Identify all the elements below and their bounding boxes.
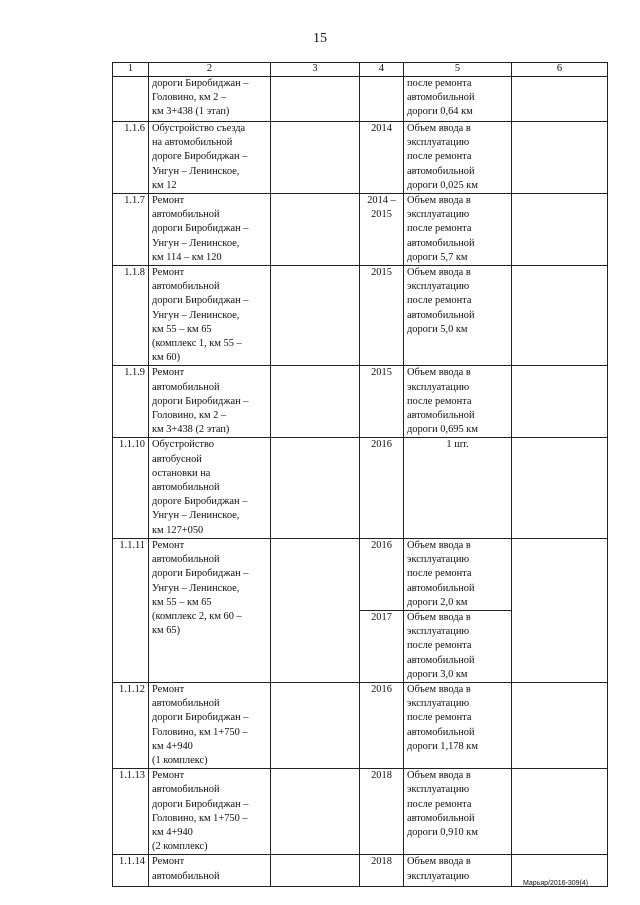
result: Объем ввода в эксплуатацию после ремонта автомобильной дороги 5,7 км <box>404 194 512 266</box>
year: 2018 <box>360 769 404 855</box>
page-number: 15 <box>313 31 327 46</box>
row-number: 1.1.10 <box>113 438 149 538</box>
result: Объем ввода в эксплуатацию после ремонта автомобильной дороги 1,178 км <box>404 682 512 768</box>
table-row <box>113 194 608 266</box>
measure-name: дороги Биробиджан – Головино, км 2 – км 3+438 (1 этап) <box>149 77 271 122</box>
empty-cell <box>512 769 608 855</box>
result: Объем ввода в эксплуатацию после ремонта автомобильной дороги 0,695 км <box>404 366 512 438</box>
row-number: 1.1.14 <box>113 855 149 887</box>
measure-name: Ремонт автомобильной дороги Биробиджан – Унгун – Ленинское, км 55 – км 65 (комплекс 2, км 60 – км 65) <box>149 538 271 682</box>
row-number: 1.1.12 <box>113 682 149 768</box>
row-number: 1.1.13 <box>113 769 149 855</box>
empty-cell <box>271 194 360 266</box>
table-header-row <box>113 63 608 77</box>
measure-name: Обустройство съезда на автомобильной дороге Биробиджан – Унгун – Ленинское, км 12 <box>149 122 271 194</box>
measures-table <box>112 62 608 887</box>
year: 2016 <box>360 538 404 610</box>
year: 2018 <box>360 855 404 887</box>
empty-cell <box>512 122 608 194</box>
column-header: 2 <box>149 63 271 77</box>
table-row <box>113 538 608 610</box>
table-row <box>113 122 608 194</box>
measure-name: Обустройство автобусной остановки на автомобильной дороге Биробиджан – Унгун – Ленинское, км 127+050 <box>149 438 271 538</box>
empty-cell <box>271 77 360 122</box>
year: 2014 <box>360 122 404 194</box>
empty-cell <box>512 77 608 122</box>
empty-cell <box>512 538 608 682</box>
document-code: Марьяр/2016-309(4) <box>523 880 589 887</box>
result: Объем ввода в эксплуатацию после ремонта автомобильной дороги 0,025 км <box>404 122 512 194</box>
column-header: 4 <box>360 63 404 77</box>
measure-name: Ремонт автомобильной дороги Биробиджан – Унгун – Ленинское, км 55 – км 65 (комплекс 1, км 55 – км 60) <box>149 266 271 366</box>
row-number: 1.1.7 <box>113 194 149 266</box>
empty-cell <box>512 366 608 438</box>
empty-cell <box>271 366 360 438</box>
result: 1 шт. <box>404 438 512 538</box>
year: 2015 <box>360 266 404 366</box>
empty-cell <box>271 855 360 887</box>
empty-cell <box>271 769 360 855</box>
table-row <box>113 769 608 855</box>
result: Объем ввода в эксплуатацию <box>404 855 512 887</box>
year: 2015 <box>360 366 404 438</box>
measure-name: Ремонт автомобильной <box>149 855 271 887</box>
row-number: 1.1.8 <box>113 266 149 366</box>
row-number: 1.1.9 <box>113 366 149 438</box>
result: Объем ввода в эксплуатацию после ремонта автомобильной дороги 5,0 км <box>404 266 512 366</box>
empty-cell <box>271 438 360 538</box>
column-header: 3 <box>271 63 360 77</box>
measure-name: Ремонт автомобильной дороги Биробиджан – Головино, км 1+750 – км 4+940 (2 комплекс) <box>149 769 271 855</box>
empty-cell <box>271 266 360 366</box>
column-header: 1 <box>113 63 149 77</box>
table-row <box>113 77 608 122</box>
empty-cell <box>271 122 360 194</box>
measure-name: Ремонт автомобильной дороги Биробиджан – Унгун – Ленинское, км 114 – км 120 <box>149 194 271 266</box>
result: после ремонта автомобильной дороги 0,64 км <box>404 77 512 122</box>
result: Объем ввода в эксплуатацию после ремонта автомобильной дороги 2,0 км <box>404 538 512 610</box>
row-number: 1.1.11 <box>113 538 149 682</box>
year: 2016 <box>360 438 404 538</box>
year <box>360 77 404 122</box>
table-row <box>113 438 608 538</box>
table-row <box>113 266 608 366</box>
measure-name: Ремонт автомобильной дороги Биробиджан – Головино, км 2 – км 3+438 (2 этап) <box>149 366 271 438</box>
empty-cell <box>512 438 608 538</box>
empty-cell <box>512 266 608 366</box>
table-row <box>113 366 608 438</box>
column-header: 5 <box>404 63 512 77</box>
measure-name: Ремонт автомобильной дороги Биробиджан – Головино, км 1+750 – км 4+940 (1 комплекс) <box>149 682 271 768</box>
column-header: 6 <box>512 63 608 77</box>
table-row <box>113 682 608 768</box>
empty-cell <box>512 194 608 266</box>
empty-cell <box>512 682 608 768</box>
row-number: 1.1.6 <box>113 122 149 194</box>
year: 2016 <box>360 682 404 768</box>
result: Объем ввода в эксплуатацию после ремонта автомобильной дороги 0,910 км <box>404 769 512 855</box>
year: 2014 – 2015 <box>360 194 404 266</box>
result: Объем ввода в эксплуатацию после ремонта автомобильной дороги 3,0 км <box>404 610 512 682</box>
empty-cell <box>271 538 360 682</box>
empty-cell <box>271 682 360 768</box>
row-number <box>113 77 149 122</box>
year: 2017 <box>360 610 404 682</box>
